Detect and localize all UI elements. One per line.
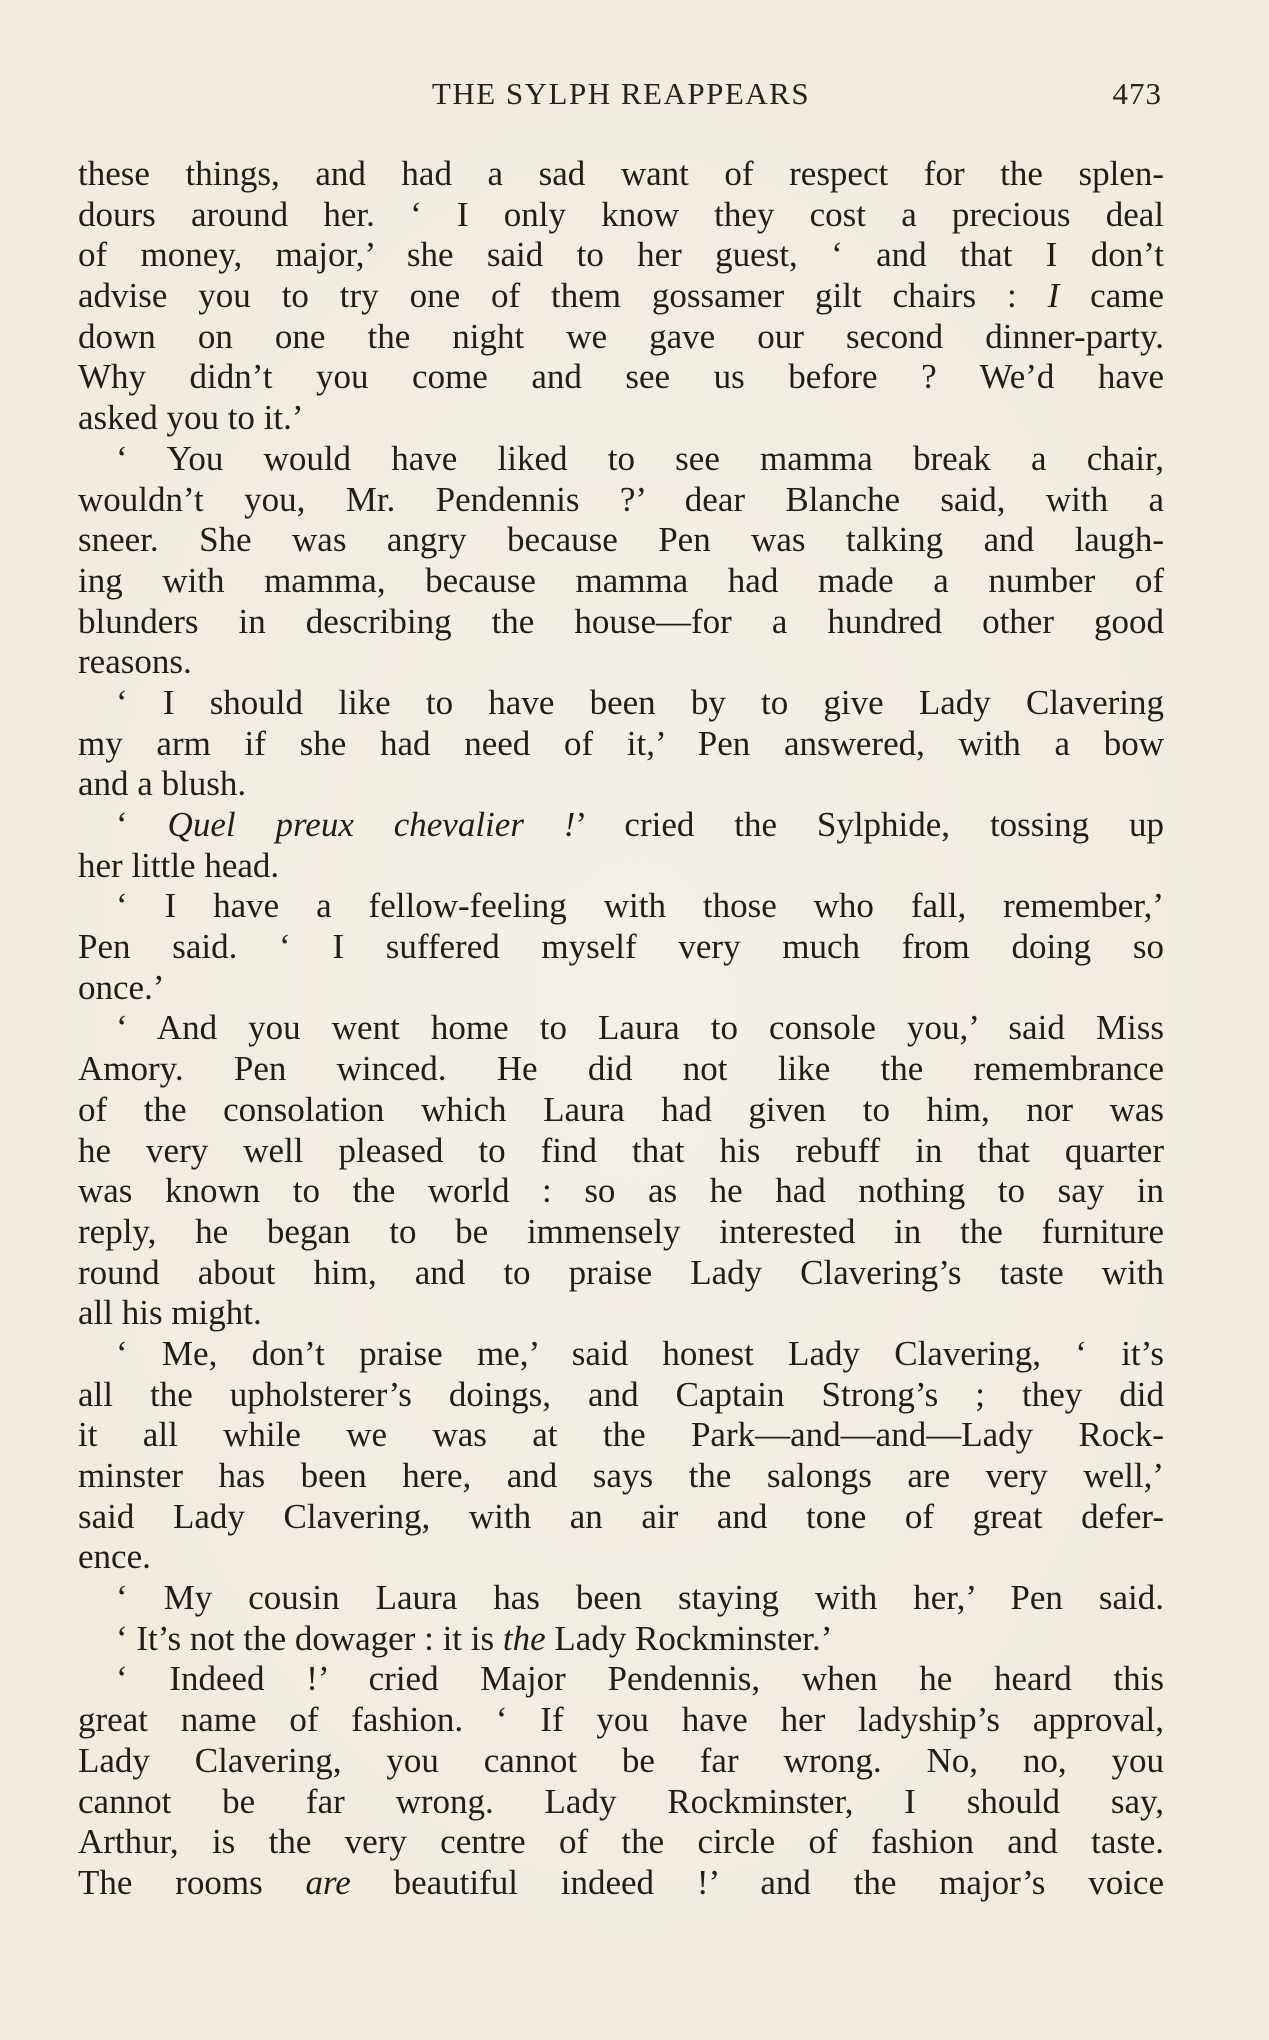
text-line xyxy=(78,1131,1164,1172)
text-segment: was known to the world : so as he had nothing to say in xyxy=(78,1171,1164,1211)
text-segment: it all while we was at the Park—and—and—Lady Rock- xyxy=(78,1415,1164,1455)
text-line xyxy=(78,1171,1164,1212)
text-line xyxy=(78,683,1164,724)
text-segment: ‘ I have a fellow-feeling with those who fall, remember,’ xyxy=(116,886,1164,926)
text-line xyxy=(78,561,1164,602)
text-segment: said Lady Clavering, with an air and tone of great defer- xyxy=(78,1496,1164,1536)
text-line xyxy=(78,1415,1164,1456)
text-segment: all the upholsterer’s doings, and Captain Strong’s ; they did xyxy=(78,1374,1164,1414)
text-segment: ‘ It’s not the dowager : it is xyxy=(116,1618,503,1658)
text-segment: Arthur, is the very centre of the circle of fashion and taste. xyxy=(78,1822,1164,1862)
text-segment: my arm if she had need of it,’ Pen answered, with a bow xyxy=(78,723,1164,763)
text-segment: Why didn’t you come and see us before ? We’d have xyxy=(78,357,1164,397)
text-segment: ing with mamma, because mamma had made a number of xyxy=(78,560,1164,600)
text-line xyxy=(78,1253,1164,1294)
text-segment: sneer. She was angry because Pen was talking and laugh- xyxy=(78,520,1164,560)
text-line xyxy=(78,1008,1164,1049)
text-line xyxy=(78,1578,1164,1619)
text-segment: round about him, and to praise Lady Clavering’s taste with xyxy=(78,1252,1164,1292)
text-segment: reply, he began to be immensely interested in the furniture xyxy=(78,1211,1164,1251)
text-segment: ‘ I should like to have been by to give Lady Clavering xyxy=(116,682,1164,722)
text-segment: ence. xyxy=(78,1537,151,1577)
text-segment: ‘ Me, don’t praise me,’ said honest Lady Clavering, ‘ it’s xyxy=(116,1333,1164,1373)
text-line xyxy=(78,1293,1164,1334)
text-segment: ‘ And you went home to Laura to console you,’ said Miss xyxy=(116,1008,1164,1048)
text-segment: and a blush. xyxy=(78,764,247,804)
text-segment: once.’ xyxy=(78,967,165,1007)
text-line xyxy=(78,1090,1164,1131)
text-line xyxy=(78,1537,1164,1578)
text-line xyxy=(78,398,1164,439)
text-line xyxy=(78,276,1164,317)
text-segment: Lady Clavering, you cannot be far wrong. No, no, you xyxy=(78,1740,1164,1780)
text-segment: Amory. Pen winced. He did not like the remembrance xyxy=(78,1049,1164,1089)
text-line xyxy=(78,195,1164,236)
text-segment: blunders in describing the house—for a hundred other good xyxy=(78,601,1164,641)
text-line xyxy=(78,724,1164,765)
text-line xyxy=(78,602,1164,643)
page-number: 473 xyxy=(1112,76,1162,111)
text-segment: dours around her. ‘ I only know they cost a precious deal xyxy=(78,194,1164,234)
text-line xyxy=(78,1822,1164,1863)
text-line xyxy=(78,1497,1164,1538)
text-segment: ‘ xyxy=(116,805,168,844)
text-segment: came xyxy=(1059,276,1164,316)
text-segment: asked you to it.’ xyxy=(78,398,304,438)
text-segment: cannot be far wrong. Lady Rockminster, I should say, xyxy=(78,1781,1164,1821)
text-line xyxy=(78,1782,1164,1823)
italic-text: I xyxy=(1047,276,1060,316)
text-line xyxy=(78,642,1164,683)
text-segment: down on one the night we gave our second dinner-party. xyxy=(78,316,1164,356)
text-segment: minster has been here, and says the salongs are very well,’ xyxy=(78,1456,1164,1495)
running-title: THE SYLPH REAPPEARS xyxy=(431,76,811,111)
text-line xyxy=(78,154,1164,195)
text-line xyxy=(78,1619,1164,1660)
text-line xyxy=(78,846,1164,887)
text-line xyxy=(78,886,1164,927)
text-line xyxy=(78,1375,1164,1416)
text-line xyxy=(78,927,1164,968)
text-segment: her little head. xyxy=(78,845,280,885)
italic-text: are xyxy=(305,1862,351,1902)
text-segment: beautiful indeed !’ and the major’s voice xyxy=(350,1862,1164,1902)
text-line xyxy=(78,439,1164,480)
text-line xyxy=(78,1700,1164,1741)
text-segment: ‘ You would have liked to see mamma break a chair, xyxy=(116,438,1164,478)
text-segment: all his might. xyxy=(78,1293,262,1333)
text-segment: advise you to try one of them gossamer gilt chairs : xyxy=(78,276,1048,316)
text-line xyxy=(78,1659,1164,1700)
text-segment: ‘ My cousin Laura has been staying with her,’ Pen said. xyxy=(116,1578,1164,1618)
text-segment: of money, major,’ she said to her guest, ‘ and that I don’t xyxy=(78,235,1164,275)
text-line xyxy=(78,1863,1164,1904)
italic-text: the xyxy=(502,1618,546,1658)
text-line xyxy=(78,1212,1164,1253)
text-segment: ’ cried the Sylphide, tossing up xyxy=(575,805,1165,844)
text-segment: reasons. xyxy=(78,642,192,682)
body-text xyxy=(78,154,1164,1904)
text-segment: Pen said. ‘ I suffered myself very much from doing so xyxy=(78,927,1164,967)
page-header xyxy=(80,72,1162,122)
text-line xyxy=(78,520,1164,561)
text-segment: these things, and had a sad want of respect for the splen- xyxy=(78,154,1164,193)
text-segment: great name of fashion. ‘ If you have her ladyship’s approval, xyxy=(78,1700,1164,1740)
text-line xyxy=(78,1456,1164,1497)
text-line xyxy=(78,480,1164,521)
text-line xyxy=(78,1741,1164,1782)
text-segment: of the consolation which Laura had given to him, nor was xyxy=(78,1089,1164,1129)
text-line xyxy=(78,235,1164,276)
text-line xyxy=(78,968,1164,1009)
text-segment: ‘ Indeed !’ cried Major Pendennis, when he heard this xyxy=(116,1659,1164,1699)
text-segment: he very well pleased to find that his rebuff in that quarter xyxy=(78,1130,1164,1170)
text-segment: Lady Rockminster.’ xyxy=(545,1618,833,1658)
text-line xyxy=(78,805,1164,846)
text-line xyxy=(78,764,1164,805)
text-segment: wouldn’t you, Mr. Pendennis ?’ dear Blanche said, with a xyxy=(78,479,1164,519)
text-line xyxy=(78,1049,1164,1090)
text-line xyxy=(78,1334,1164,1375)
text-line xyxy=(78,317,1164,358)
text-line xyxy=(78,357,1164,398)
text-segment: The rooms xyxy=(78,1862,306,1902)
italic-text: Quel preux chevalier ! xyxy=(167,805,576,844)
